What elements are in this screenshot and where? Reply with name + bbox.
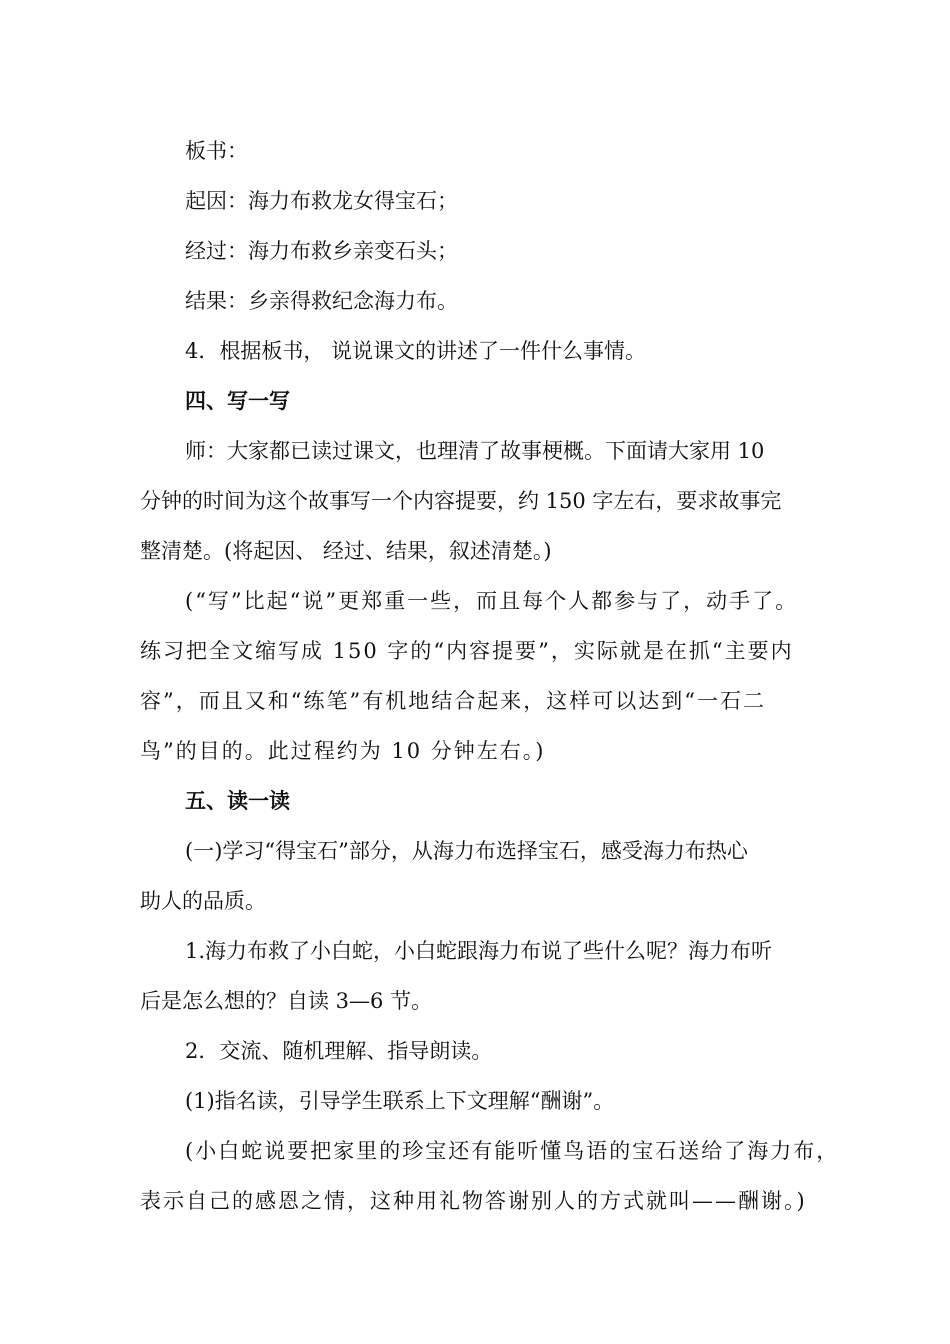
- item2-text: 2．交流、随机理解、指导朗读。: [185, 1039, 493, 1063]
- part1-line-1: (一)学习“得宝石”部分，从海力布选择宝石，感受海力布热心: [185, 839, 748, 863]
- section-four-heading: 四、写一写: [185, 389, 290, 413]
- part1-line-2: 助人的品质。: [140, 889, 266, 913]
- document-body: [140, 126, 840, 1226]
- teacher-line-1: 师：大家都已读过课文，也理清了故事梗概。下面请大家用 10: [185, 439, 765, 463]
- board-title: 板书：: [185, 139, 248, 163]
- teacher-line-3: 整清楚。(将起因、 经过、结果，叙述清楚。): [140, 539, 552, 563]
- note-line-2: 练习把全文缩写成 150 字的“内容提要”，实际就是在抓“主要内: [140, 639, 794, 663]
- board-result: 结果：乡亲得救纪念海力布。: [185, 289, 458, 313]
- sub1-text: (1)指名读，引导学生联系上下文理解“酬谢”。: [185, 1089, 615, 1113]
- final-note-line-2: 表示自己的感恩之情，这种用礼物答谢别人的方式就叫——酬谢。): [140, 1189, 807, 1213]
- section-five-heading: 五、读一读: [185, 789, 290, 813]
- note-line-4: 鸟”的目的。此过程约为 10 分钟左右。): [140, 739, 546, 763]
- item1-line-2: 后是怎么想的？自读 3—6 节。: [140, 989, 433, 1013]
- board-cause: 起因：海力布救龙女得宝石；: [185, 189, 458, 213]
- note-line-1: (“写”比起“说”更郑重一些，而且每个人都参与了，动手了。: [185, 589, 799, 613]
- note-line-3: 容”，而且又和“练笔”有机地结合起来，这样可以达到“一石二: [140, 689, 766, 713]
- final-note-line-1: (小白蛇说要把家里的珍宝还有能听懂鸟语的宝石送给了海力布，: [185, 1139, 840, 1163]
- step-4-text: 4．根据板书， 说说课文的讲述了一件什么事情。: [185, 339, 647, 363]
- board-process: 经过：海力布救乡亲变石头；: [185, 239, 458, 263]
- item1-line-1: 1.海力布救了小白蛇，小白蛇跟海力布说了些什么呢？海力布听: [185, 939, 773, 963]
- teacher-line-2: 分钟的时间为这个故事写一个内容提要，约 150 字左右，要求故事完: [140, 489, 782, 513]
